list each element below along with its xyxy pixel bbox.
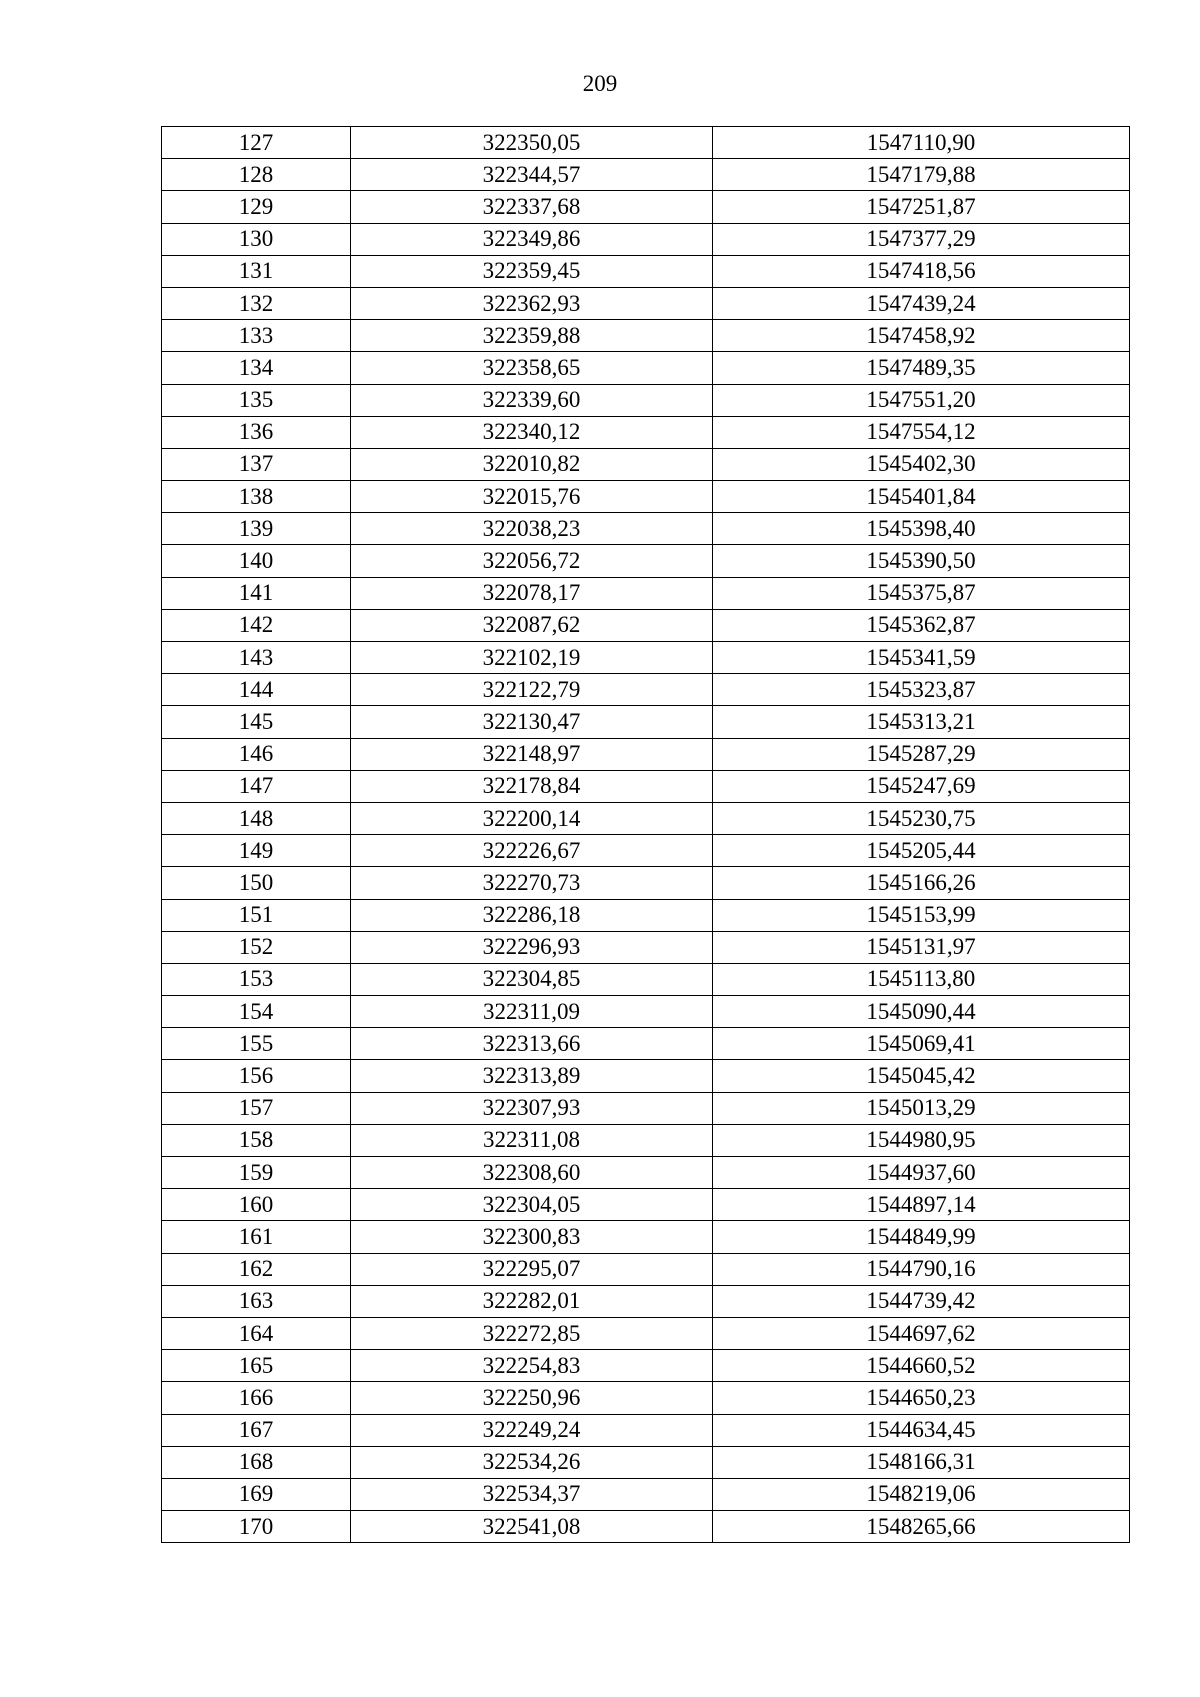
table-row (162, 320, 1130, 352)
table-row (162, 1285, 1130, 1317)
y-coordinate-cell: 1544739,42 (713, 1285, 1130, 1317)
x-coordinate-cell: 322534,37 (351, 1478, 713, 1510)
y-coordinate-cell: 1545362,87 (713, 609, 1130, 641)
table-row (162, 1060, 1130, 1092)
point-number-cell: 165 (162, 1350, 351, 1382)
x-coordinate-cell: 322286,18 (351, 899, 713, 931)
table-row (162, 899, 1130, 931)
y-coordinate-cell: 1548219,06 (713, 1478, 1130, 1510)
x-coordinate-cell: 322541,08 (351, 1511, 713, 1543)
x-coordinate-cell: 322249,24 (351, 1414, 713, 1446)
table-row (162, 1092, 1130, 1124)
point-number-cell: 151 (162, 899, 351, 931)
x-coordinate-cell: 322178,84 (351, 770, 713, 802)
y-coordinate-cell: 1545398,40 (713, 513, 1130, 545)
x-coordinate-cell: 322358,65 (351, 352, 713, 384)
point-number-cell: 130 (162, 223, 351, 255)
point-number-cell: 135 (162, 384, 351, 416)
y-coordinate-cell: 1545247,69 (713, 770, 1130, 802)
table-row (162, 1124, 1130, 1156)
y-coordinate-cell: 1547489,35 (713, 352, 1130, 384)
table-row (162, 835, 1130, 867)
y-coordinate-cell: 1544634,45 (713, 1414, 1130, 1446)
x-coordinate-cell: 322250,96 (351, 1382, 713, 1414)
y-coordinate-cell: 1548265,66 (713, 1511, 1130, 1543)
point-number-cell: 145 (162, 706, 351, 738)
point-number-cell: 139 (162, 513, 351, 545)
x-coordinate-cell: 322272,85 (351, 1317, 713, 1349)
point-number-cell: 169 (162, 1478, 351, 1510)
x-coordinate-cell: 322300,83 (351, 1221, 713, 1253)
y-coordinate-cell: 1545341,59 (713, 642, 1130, 674)
table-row (162, 996, 1130, 1028)
y-coordinate-cell: 1545390,50 (713, 545, 1130, 577)
table-row (162, 127, 1130, 159)
table-row (162, 963, 1130, 995)
point-number-cell: 160 (162, 1189, 351, 1221)
point-number-cell: 136 (162, 416, 351, 448)
y-coordinate-cell: 1545287,29 (713, 738, 1130, 770)
point-number-cell: 162 (162, 1253, 351, 1285)
y-coordinate-cell: 1547179,88 (713, 159, 1130, 191)
y-coordinate-cell: 1547551,20 (713, 384, 1130, 416)
x-coordinate-cell: 322313,89 (351, 1060, 713, 1092)
x-coordinate-cell: 322010,82 (351, 448, 713, 480)
y-coordinate-cell: 1544790,16 (713, 1253, 1130, 1285)
coordinate-table-body (162, 127, 1130, 1543)
point-number-cell: 163 (162, 1285, 351, 1317)
point-number-cell: 147 (162, 770, 351, 802)
y-coordinate-cell: 1547458,92 (713, 320, 1130, 352)
table-row (162, 706, 1130, 738)
y-coordinate-cell: 1544980,95 (713, 1124, 1130, 1156)
y-coordinate-cell: 1545313,21 (713, 706, 1130, 738)
point-number-cell: 166 (162, 1382, 351, 1414)
y-coordinate-cell: 1545131,97 (713, 931, 1130, 963)
table-row (162, 577, 1130, 609)
table-row (162, 1478, 1130, 1510)
y-coordinate-cell: 1545402,30 (713, 448, 1130, 480)
table-row (162, 931, 1130, 963)
table-row (162, 1189, 1130, 1221)
point-number-cell: 155 (162, 1028, 351, 1060)
x-coordinate-cell: 322226,67 (351, 835, 713, 867)
point-number-cell: 168 (162, 1446, 351, 1478)
table-row (162, 545, 1130, 577)
point-number-cell: 161 (162, 1221, 351, 1253)
table-row (162, 642, 1130, 674)
point-number-cell: 159 (162, 1157, 351, 1189)
table-row (162, 1317, 1130, 1349)
y-coordinate-cell: 1547418,56 (713, 255, 1130, 287)
point-number-cell: 153 (162, 963, 351, 995)
point-number-cell: 142 (162, 609, 351, 641)
point-number-cell: 127 (162, 127, 351, 159)
table-row (162, 1221, 1130, 1253)
table-row (162, 738, 1130, 770)
point-number-cell: 149 (162, 835, 351, 867)
point-number-cell: 170 (162, 1511, 351, 1543)
x-coordinate-cell: 322359,88 (351, 320, 713, 352)
x-coordinate-cell: 322307,93 (351, 1092, 713, 1124)
table-row (162, 287, 1130, 319)
table-row (162, 609, 1130, 641)
x-coordinate-cell: 322056,72 (351, 545, 713, 577)
table-row (162, 255, 1130, 287)
y-coordinate-cell: 1544849,99 (713, 1221, 1130, 1253)
table-row (162, 1382, 1130, 1414)
x-coordinate-cell: 322087,62 (351, 609, 713, 641)
point-number-cell: 158 (162, 1124, 351, 1156)
table-row (162, 513, 1130, 545)
y-coordinate-cell: 1547110,90 (713, 127, 1130, 159)
x-coordinate-cell: 322130,47 (351, 706, 713, 738)
table-row (162, 1028, 1130, 1060)
point-number-cell: 141 (162, 577, 351, 609)
y-coordinate-cell: 1545045,42 (713, 1060, 1130, 1092)
point-number-cell: 143 (162, 642, 351, 674)
y-coordinate-cell: 1545375,87 (713, 577, 1130, 609)
point-number-cell: 148 (162, 802, 351, 834)
x-coordinate-cell: 322038,23 (351, 513, 713, 545)
y-coordinate-cell: 1545090,44 (713, 996, 1130, 1028)
table-row (162, 481, 1130, 513)
table-row (162, 448, 1130, 480)
y-coordinate-cell: 1545069,41 (713, 1028, 1130, 1060)
x-coordinate-cell: 322102,19 (351, 642, 713, 674)
table-row (162, 770, 1130, 802)
point-number-cell: 157 (162, 1092, 351, 1124)
y-coordinate-cell: 1544660,52 (713, 1350, 1130, 1382)
x-coordinate-cell: 322337,68 (351, 191, 713, 223)
x-coordinate-cell: 322254,83 (351, 1350, 713, 1382)
x-coordinate-cell: 322270,73 (351, 867, 713, 899)
x-coordinate-cell: 322359,45 (351, 255, 713, 287)
y-coordinate-cell: 1547377,29 (713, 223, 1130, 255)
point-number-cell: 150 (162, 867, 351, 899)
point-number-cell: 146 (162, 738, 351, 770)
point-number-cell: 129 (162, 191, 351, 223)
point-number-cell: 134 (162, 352, 351, 384)
y-coordinate-cell: 1547251,87 (713, 191, 1130, 223)
y-coordinate-cell: 1545113,80 (713, 963, 1130, 995)
y-coordinate-cell: 1544937,60 (713, 1157, 1130, 1189)
y-coordinate-cell: 1545166,26 (713, 867, 1130, 899)
table-row (162, 1511, 1130, 1543)
table-row (162, 1350, 1130, 1382)
y-coordinate-cell: 1544697,62 (713, 1317, 1130, 1349)
x-coordinate-cell: 322148,97 (351, 738, 713, 770)
point-number-cell: 144 (162, 674, 351, 706)
x-coordinate-cell: 322308,60 (351, 1157, 713, 1189)
y-coordinate-cell: 1545153,99 (713, 899, 1130, 931)
table-row (162, 1446, 1130, 1478)
point-number-cell: 131 (162, 255, 351, 287)
table-row (162, 159, 1130, 191)
table-row (162, 1157, 1130, 1189)
y-coordinate-cell: 1547439,24 (713, 287, 1130, 319)
point-number-cell: 140 (162, 545, 351, 577)
y-coordinate-cell: 1548166,31 (713, 1446, 1130, 1478)
table-row (162, 352, 1130, 384)
x-coordinate-cell: 322296,93 (351, 931, 713, 963)
x-coordinate-cell: 322078,17 (351, 577, 713, 609)
table-row (162, 1414, 1130, 1446)
x-coordinate-cell: 322340,12 (351, 416, 713, 448)
point-number-cell: 138 (162, 481, 351, 513)
x-coordinate-cell: 322200,14 (351, 802, 713, 834)
point-number-cell: 128 (162, 159, 351, 191)
point-number-cell: 152 (162, 931, 351, 963)
y-coordinate-cell: 1545013,29 (713, 1092, 1130, 1124)
point-number-cell: 164 (162, 1317, 351, 1349)
y-coordinate-cell: 1547554,12 (713, 416, 1130, 448)
table-row (162, 674, 1130, 706)
x-coordinate-cell: 322282,01 (351, 1285, 713, 1317)
y-coordinate-cell: 1545401,84 (713, 481, 1130, 513)
x-coordinate-cell: 322304,85 (351, 963, 713, 995)
x-coordinate-cell: 322362,93 (351, 287, 713, 319)
point-number-cell: 167 (162, 1414, 351, 1446)
x-coordinate-cell: 322350,05 (351, 127, 713, 159)
point-number-cell: 137 (162, 448, 351, 480)
point-number-cell: 154 (162, 996, 351, 1028)
y-coordinate-cell: 1544897,14 (713, 1189, 1130, 1221)
coordinate-table (161, 126, 1130, 1543)
table-row (162, 223, 1130, 255)
y-coordinate-cell: 1545230,75 (713, 802, 1130, 834)
point-number-cell: 132 (162, 287, 351, 319)
table-row (162, 416, 1130, 448)
x-coordinate-cell: 322344,57 (351, 159, 713, 191)
x-coordinate-cell: 322311,08 (351, 1124, 713, 1156)
x-coordinate-cell: 322304,05 (351, 1189, 713, 1221)
table-row (162, 802, 1130, 834)
y-coordinate-cell: 1545323,87 (713, 674, 1130, 706)
x-coordinate-cell: 322122,79 (351, 674, 713, 706)
y-coordinate-cell: 1544650,23 (713, 1382, 1130, 1414)
x-coordinate-cell: 322349,86 (351, 223, 713, 255)
table-row (162, 191, 1130, 223)
point-number-cell: 156 (162, 1060, 351, 1092)
x-coordinate-cell: 322339,60 (351, 384, 713, 416)
y-coordinate-cell: 1545205,44 (713, 835, 1130, 867)
page-number: 209 (582, 71, 618, 96)
x-coordinate-cell: 322313,66 (351, 1028, 713, 1060)
table-row (162, 1253, 1130, 1285)
x-coordinate-cell: 322311,09 (351, 996, 713, 1028)
x-coordinate-cell: 322295,07 (351, 1253, 713, 1285)
x-coordinate-cell: 322534,26 (351, 1446, 713, 1478)
point-number-cell: 133 (162, 320, 351, 352)
table-row (162, 867, 1130, 899)
table-row (162, 384, 1130, 416)
x-coordinate-cell: 322015,76 (351, 481, 713, 513)
